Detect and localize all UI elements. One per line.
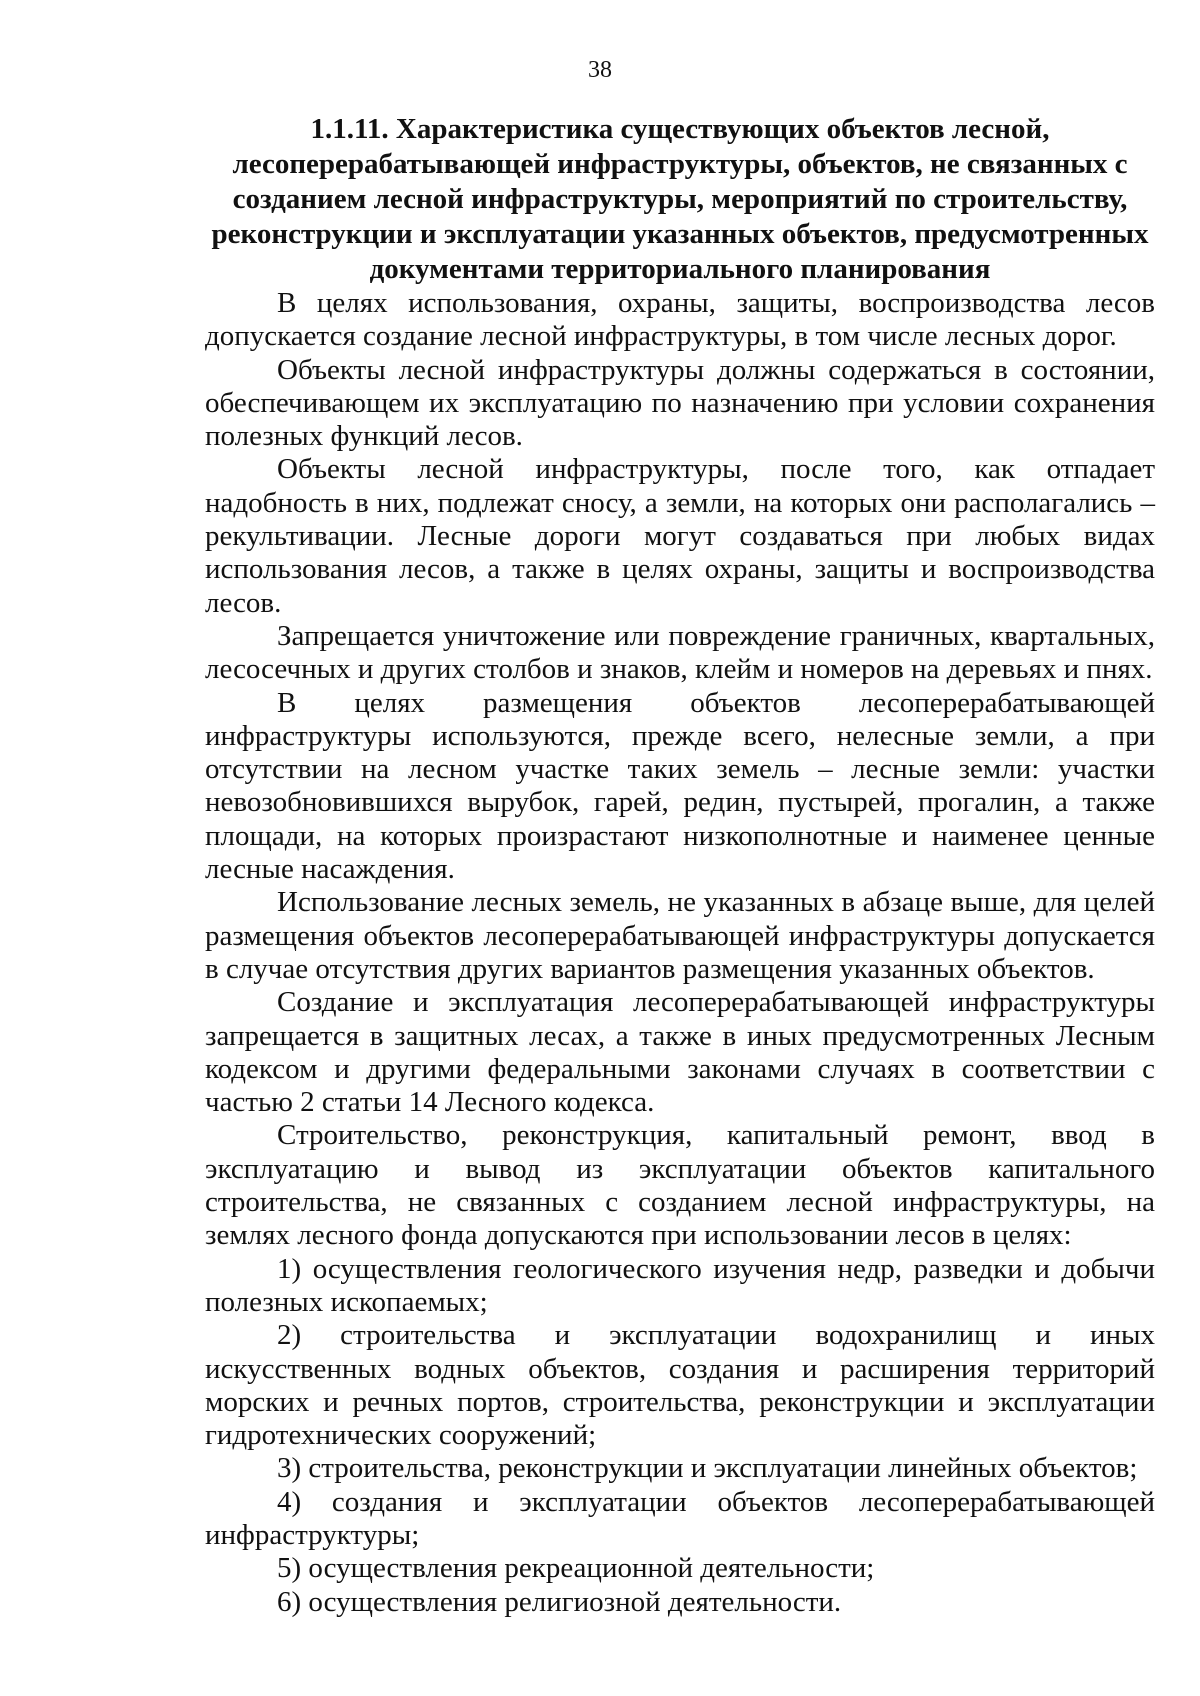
list-item: 6) осуществления религиозной деятельности. [277,1585,842,1618]
page-number: 38 [588,57,612,83]
heading-line: созданием лесной инфраструктуры, мероприятий по строительству, [232,183,1128,215]
heading-line: реконструкции и эксплуатации указанных объектов, предусмотренных [211,218,1149,250]
section-heading [205,112,1155,287]
paragraph: Запрещается уничтожение или повреждение граничных, квартальных, лесосечных и других столбов и знаков, клейм и номеров на деревьях и пнях. [205,619,1155,686]
heading-line: лесоперерабатывающей инфраструктуры, объектов, не связанных с [232,148,1128,180]
paragraph: В целях использования, охраны, защиты, воспроизводства лесов допускается создание лесной инфраструктуры, в том числе лесных дорог. [205,287,1155,353]
document-body [205,287,1155,1619]
list-item: 5) осуществления рекреационной деятельности; [277,1552,875,1585]
list-item: 1) осуществления геологического изучения недр, разведки и добычи полезных ископаемых; [205,1252,1155,1318]
paragraph: Строительство, реконструкция, капитальный ремонт, ввод в эксплуатацию и вывод из эксплуатации объектов капитального строительства, не связанных с созданием лесной инфраструктуры, на землях лесного фонда допускаются при использовании лесов в целях: [205,1119,1155,1252]
paragraph: Создание и эксплуатация лесоперерабатывающей инфраструктуры запрещается в защитных лесах, а также в иных предусмотренных Лесным кодексом и другими федеральными законами случаях в соответствии с частью 2 статьи 14 Лесного кодекса. [205,986,1155,1119]
paragraph: Объекты лесной инфраструктуры, после того, как отпадает надобность в них, подлежат сносу, а земли, на которых они располагались – рекультивации. Лесные дороги могут создаваться при любых видах использования лесов, а также в целях охраны, защиты и воспроизводства лесов. [205,453,1155,619]
list-item: 2) строительства и эксплуатации водохранилищ и иных искусственных водных объектов, создания и расширения территорий морских и речных портов, строительства, реконструкции и эксплуатации гидротехнических сооружений; [205,1319,1155,1452]
paragraph: Использование лесных земель, не указанных в абзаце выше, для целей размещения объектов лесоперерабатывающей инфраструктуры допускается в случае отсутствия других вариантов размещения указанных объектов. [205,886,1155,985]
paragraph: В целях размещения объектов лесоперерабатывающей инфраструктуры используются, прежде всего, нелесные земли, а при отсутствии на лесном участке таких земель – лесные земли: участки невозобновившихся вырубок, гарей, редин, пустырей, прогалин, а также площади, на которых произрастают низкополнотные и наименее ценные лесные насаждения. [205,686,1155,886]
paragraph: Объекты лесной инфраструктуры должны содержаться в состоянии, обеспечивающем их эксплуатацию по назначению при условии сохранения полезных функций лесов. [205,353,1155,453]
list-item: 4) создания и эксплуатации объектов лесоперерабатывающей инфраструктуры; [205,1485,1155,1551]
heading-line: 1.1.11. Характеристика существующих объектов лесной, [310,113,1050,145]
heading-line: документами территориального планирования [369,253,991,285]
list-item: 3) строительства, реконструкции и эксплуатации линейных объектов; [277,1452,1138,1485]
